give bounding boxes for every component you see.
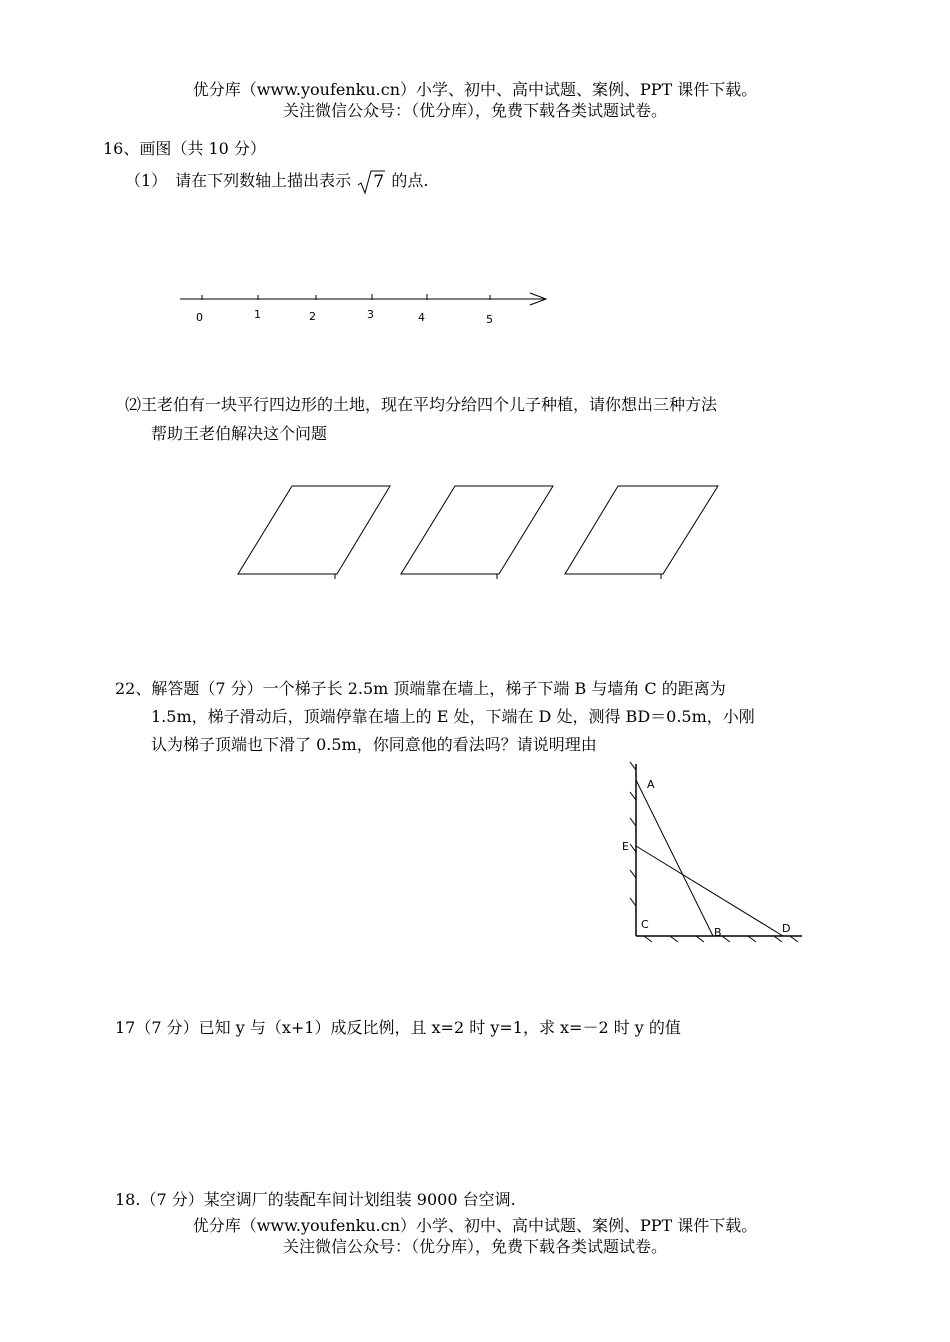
number-line xyxy=(0,288,950,328)
axis-label-4: 4 xyxy=(418,311,425,324)
q22-line2: 1.5m，梯子滑动后，顶端停靠在墙上的 E 处，下端在 D 处，测得 BD＝0.5m，小刚 xyxy=(151,707,755,726)
q16-part2-line1: ⑵王老伯有一块平行四边形的土地，现在平均分给四个儿子种植，请你想出三种方法 xyxy=(125,395,718,414)
q16-part2-line2: 帮助王老伯解决这个问题 xyxy=(151,424,328,443)
axis-label-3: 3 xyxy=(367,308,374,321)
parallelogram-3 xyxy=(565,486,718,579)
parallelogram-1 xyxy=(238,486,390,579)
ladder-ed xyxy=(636,846,783,936)
footer-line-1: 优分库（www.youfenku.cn）小学、初中、高中试题、案例、PPT 课件下载。 xyxy=(192,1216,758,1235)
axis-label-2: 2 xyxy=(309,310,316,323)
ladder-diagram xyxy=(610,756,810,946)
footer-line-2: 关注微信公众号：（优分库），免费下载各类试题试卷。 xyxy=(282,1237,667,1256)
sqrt-radicand: 7 xyxy=(373,172,385,192)
label-c: C xyxy=(641,918,649,931)
q16-part1-prefix: （1） 请在下列数轴上描出表示 xyxy=(125,171,352,190)
q17-text: 17（7 分）已知 y 与（x+1）成反比例，且 x=2 时 y=1，求 x=－2 时 y 的值 xyxy=(115,1018,681,1037)
q22-line3: 认为梯子顶端也下滑了 0.5m，你同意他的看法吗？请说明理由 xyxy=(151,735,597,754)
q16-part1-suffix: 的点. xyxy=(391,171,429,190)
q16-part1 xyxy=(125,168,428,192)
sqrt-expression xyxy=(356,172,386,192)
label-a: A xyxy=(647,778,655,791)
parallelogram-2 xyxy=(401,486,553,579)
label-d: D xyxy=(782,922,791,935)
q16-title: 16、画图（共 10 分） xyxy=(103,139,266,158)
ladder-ab xyxy=(636,780,713,936)
parallelograms xyxy=(0,482,950,582)
header-line-2: 关注微信公众号：（优分库），免费下载各类试题试卷。 xyxy=(282,101,667,120)
label-b: B xyxy=(714,926,722,939)
q18-text: 18.（7 分）某空调厂的装配车间计划组装 9000 台空调. xyxy=(115,1190,516,1209)
axis-label-1: 1 xyxy=(254,308,261,321)
label-e: E xyxy=(622,840,629,853)
q22-line1: 22、解答题（7 分）一个梯子长 2.5m 顶端靠在墙上，梯子下端 B 与墙角 C 的距离为 xyxy=(115,679,726,698)
axis-label-5: 5 xyxy=(486,313,493,326)
header-line-1: 优分库（www.youfenku.cn）小学、初中、高中试题、案例、PPT 课件下载。 xyxy=(192,80,758,99)
axis-label-0: 0 xyxy=(196,311,203,324)
wall-hatching xyxy=(630,762,636,906)
